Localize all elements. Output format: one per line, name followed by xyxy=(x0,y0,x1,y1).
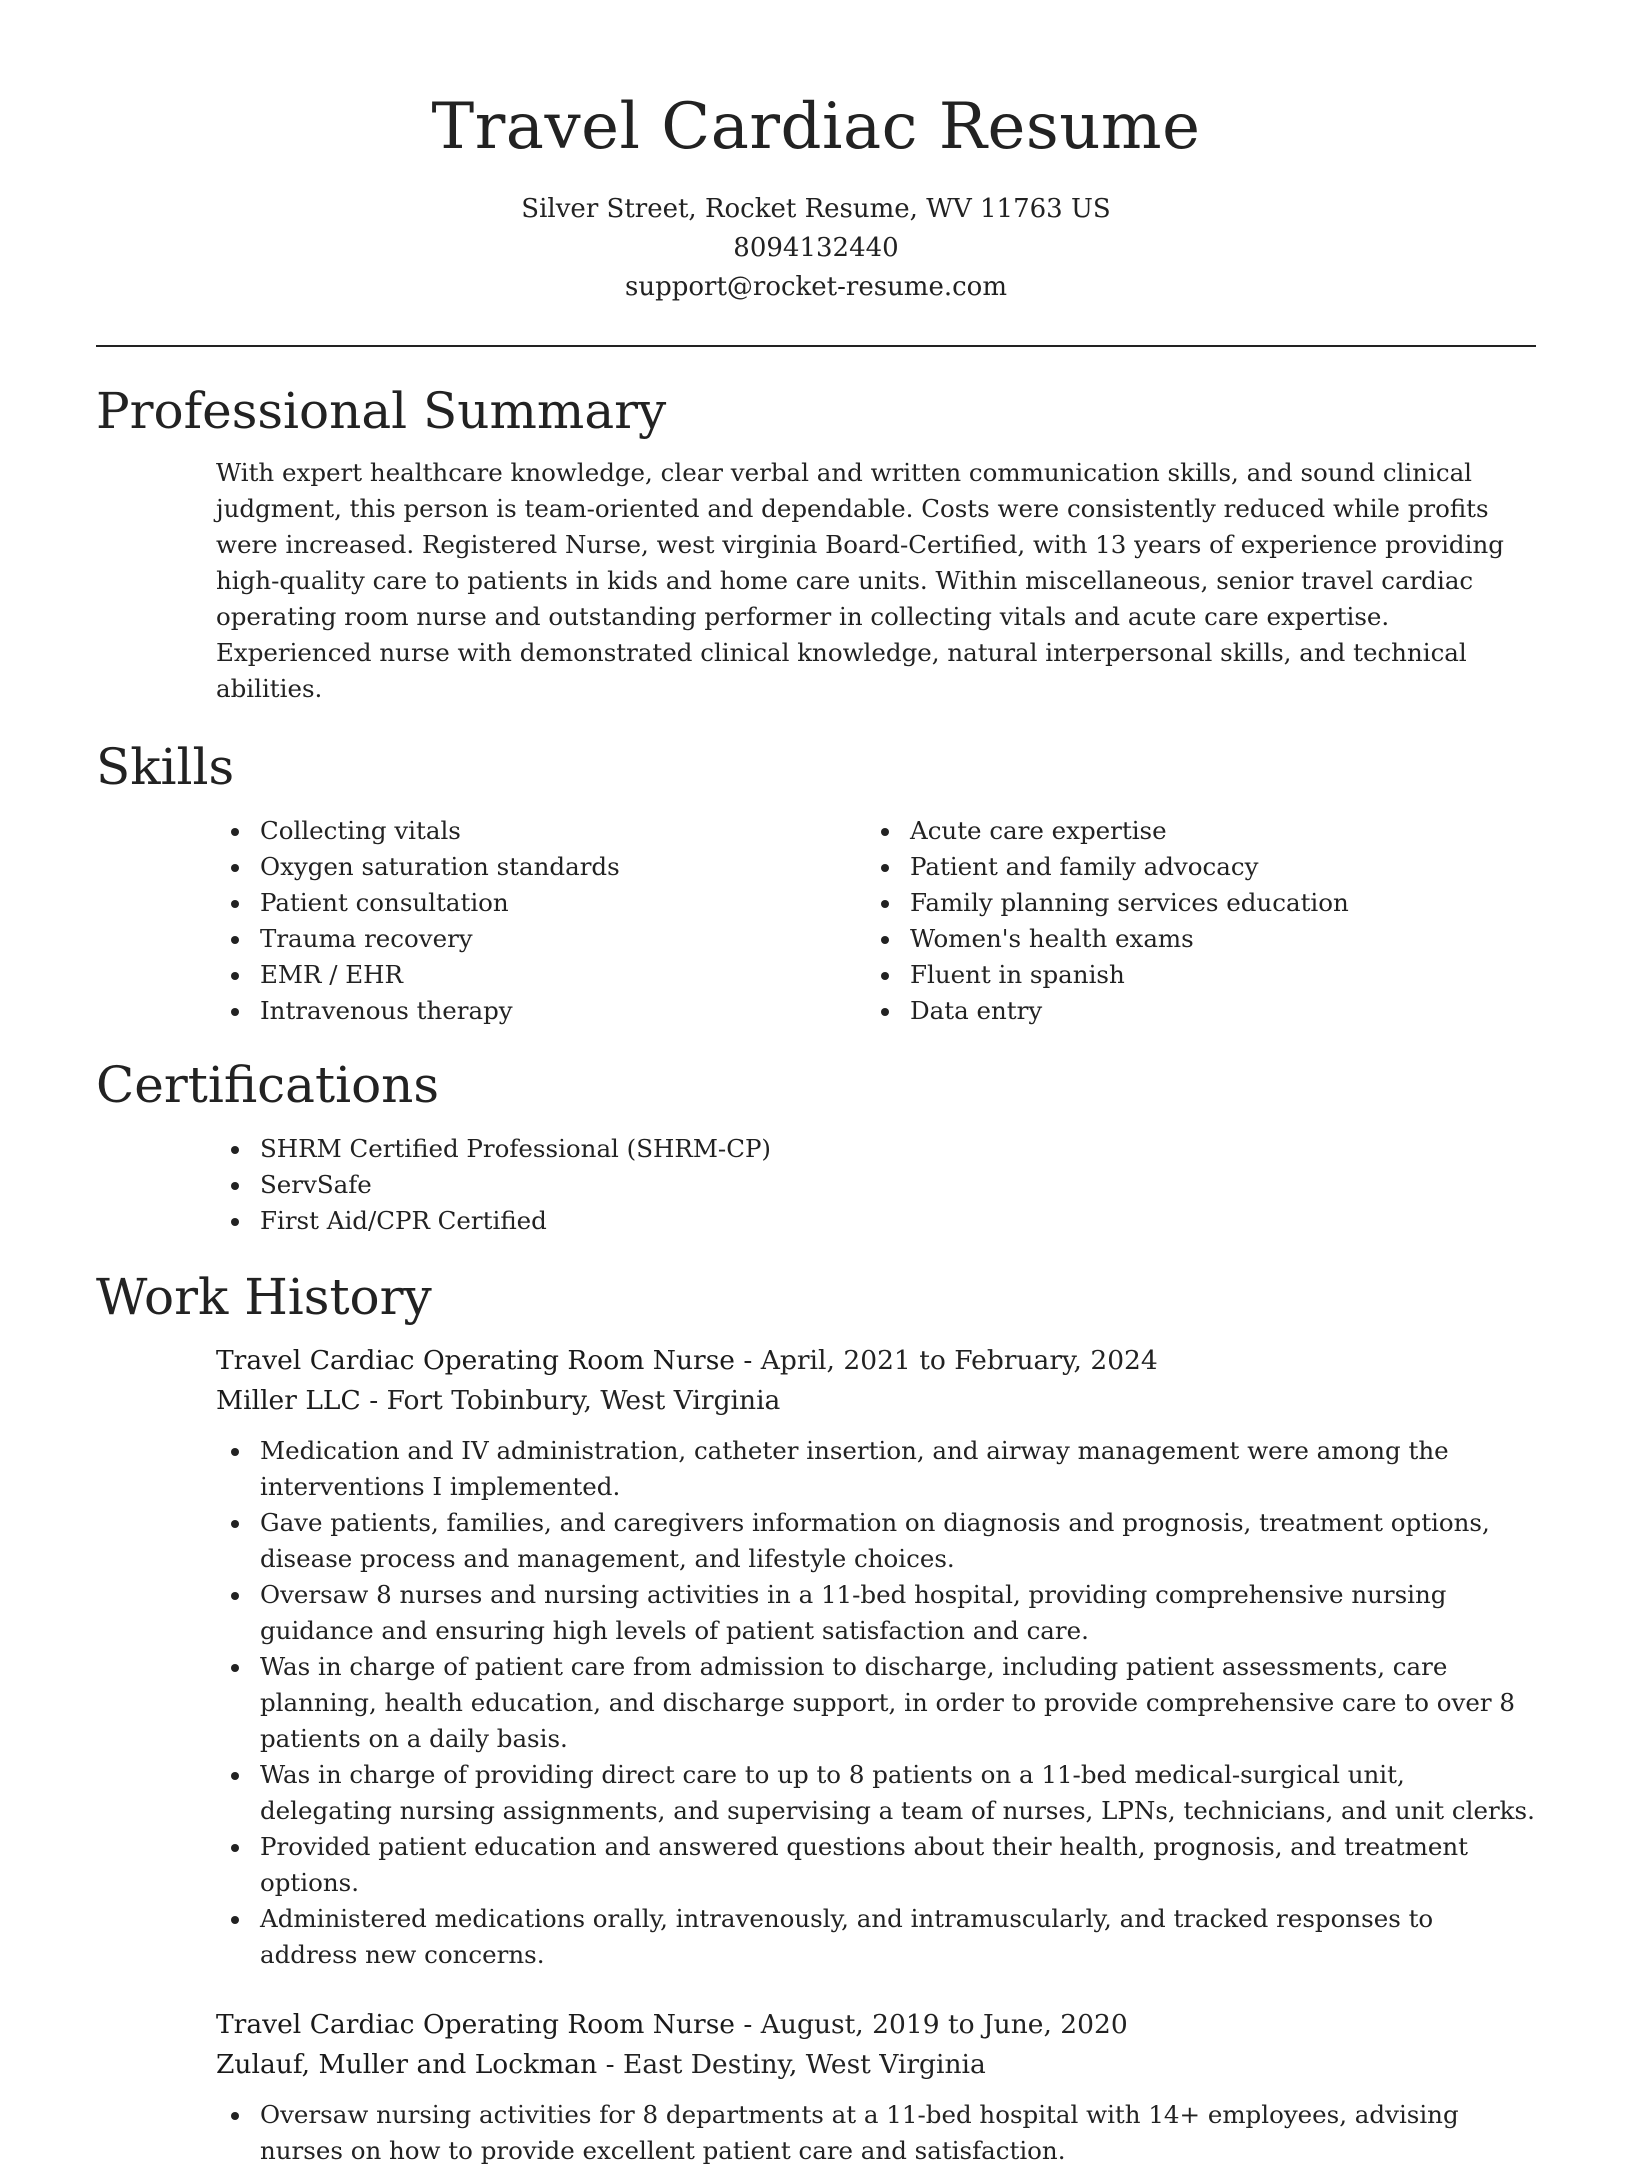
skill-item: Oxygen saturation standards xyxy=(216,849,866,885)
job-duty-item: Was in charge of providing direct care to up to 8 patients on a 11-bed medical-surgical unit, delegating nursing assignments, and supervising a team of nurses, LPNs, technicians, and unit clerks. xyxy=(216,1757,1536,1829)
job-entry xyxy=(96,2005,1536,2169)
skill-item: Family planning services education xyxy=(866,885,1516,921)
resume-page xyxy=(96,0,1536,2169)
job-duties xyxy=(216,1433,1536,1973)
job-entry xyxy=(96,1341,1536,1973)
resume-title: Travel Cardiac Resume xyxy=(431,90,1201,164)
contact-block xyxy=(96,190,1536,307)
contact-email: support@rocket-resume.com xyxy=(624,272,1007,302)
section-title-summary: Professional Summary xyxy=(96,382,667,440)
job-employer-line xyxy=(216,2045,1536,2085)
job-role: Travel Cardiac Operating Room Nurse xyxy=(216,2009,735,2040)
contact-address: Silver Street, Rocket Resume, WV 11763 US xyxy=(521,194,1111,224)
job-duty-item: Gave patients, families, and caregivers information on diagnosis and prognosis, treatment options, disease process and management, and lifestyle choices. xyxy=(216,1505,1536,1577)
skill-item: Trauma recovery xyxy=(216,921,866,957)
job-duty-item: Oversaw 8 nurses and nursing activities in a 11-bed hospital, providing comprehensive nursing guidance and ensuring high levels of patient satisfaction and care. xyxy=(216,1577,1536,1649)
job-duty-item: Oversaw nursing activities for 8 departments at a 11-bed hospital with 14+ employees, advising nurses on how to provide excellent patient care and satisfaction. xyxy=(216,2097,1536,2169)
section-title-certifications: Certifications xyxy=(96,1056,440,1114)
job-duty-item: Provided patient education and answered questions about their health, prognosis, and treatment options. xyxy=(216,1829,1536,1901)
job-duties xyxy=(216,2097,1536,2169)
header-divider xyxy=(96,345,1536,347)
skills-list xyxy=(216,813,1536,1029)
summary-text: With expert healthcare knowledge, clear verbal and written communication skills, and sound clinical judgment, this person is team-oriented and dependable. Costs were consistently reduced while profits were increased. Registered Nurse, west virginia Board-Certified, with 13 years of experience providing high-quality care to patients in kids and home care units. Within miscellaneous, senior travel cardiac operating room nurse and outstanding performer in collecting vitals and acute care expertise. Experienced nurse with demonstrated clinical knowledge, natural interpersonal skills, and technical abilities. xyxy=(216,458,1504,703)
skills-column-right xyxy=(866,813,1516,1029)
certifications-list xyxy=(216,1131,1536,1239)
skill-item: Patient and family advocacy xyxy=(866,849,1516,885)
skill-item: Patient consultation xyxy=(216,885,866,921)
section-title-work-history: Work History xyxy=(96,1268,432,1326)
job-duty-item: Was in charge of patient care from admission to discharge, including patient assessments, care planning, health education, and discharge support, in order to provide comprehensive care to over 8 patients on a daily basis. xyxy=(216,1649,1536,1757)
skill-item: Data entry xyxy=(866,993,1516,1029)
skill-item: Acute care expertise xyxy=(866,813,1516,849)
skill-item: Collecting vitals xyxy=(216,813,866,849)
job-title-line xyxy=(216,2005,1536,2045)
job-dates: - April, 2021 to February, 2024 xyxy=(734,1345,1158,1376)
job-employer: Zulauf, Muller and Lockman xyxy=(216,2049,598,2080)
skills-column-left xyxy=(216,813,866,1029)
certification-item: SHRM Certified Professional (SHRM-CP) xyxy=(216,1131,1536,1167)
skill-item: Fluent in spanish xyxy=(866,957,1516,993)
skill-item: Women's health exams xyxy=(866,921,1516,957)
job-employer: Miller LLC xyxy=(216,1385,361,1416)
job-employer-line xyxy=(216,1381,1536,1421)
job-duty-item: Administered medications orally, intravenously, and intramuscularly, and tracked responses to address new concerns. xyxy=(216,1901,1536,1973)
certification-item: First Aid/CPR Certified xyxy=(216,1203,1536,1239)
skill-item: EMR / EHR xyxy=(216,957,866,993)
section-title-skills: Skills xyxy=(96,738,235,796)
job-dates: - August, 2019 to June, 2020 xyxy=(734,2009,1128,2040)
job-duty-item: Medication and IV administration, catheter insertion, and airway management were among the interventions I implemented. xyxy=(216,1433,1536,1505)
job-title-line xyxy=(216,1341,1536,1381)
certification-item: ServSafe xyxy=(216,1167,1536,1203)
job-location: - East Destiny, West Virginia xyxy=(597,2049,986,2080)
job-location: - Fort Tobinbury, West Virginia xyxy=(360,1385,781,1416)
contact-phone: 8094132440 xyxy=(733,233,899,263)
skill-item: Intravenous therapy xyxy=(216,993,866,1029)
job-role: Travel Cardiac Operating Room Nurse xyxy=(216,1345,735,1376)
